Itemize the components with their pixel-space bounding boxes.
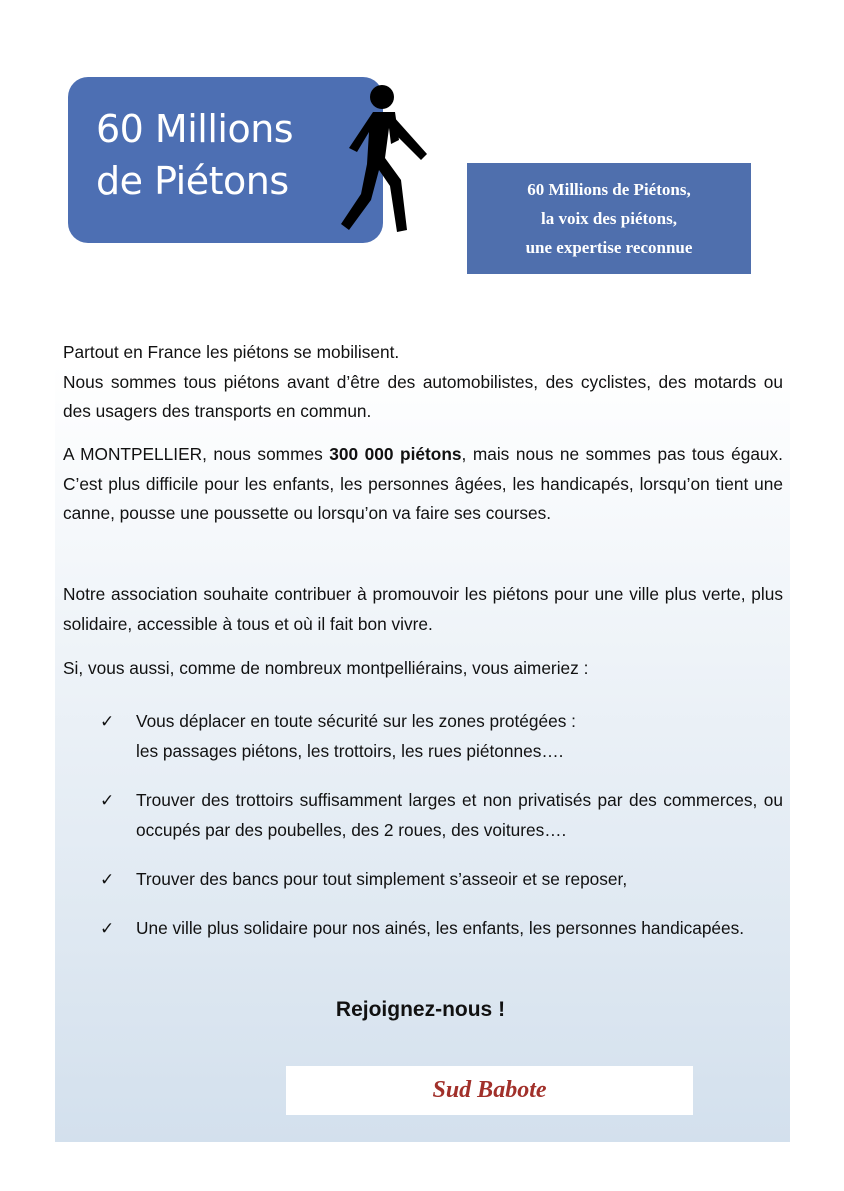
list-item-line-1: Vous déplacer en toute sécurité sur les zones protégées : [136, 711, 576, 731]
pedestrian-count: 300 000 piétons [329, 444, 462, 464]
checkmark-icon: ✓ [100, 919, 115, 938]
paragraph-montpellier [63, 440, 783, 529]
list-item [100, 865, 783, 895]
logo-line-2: de Piétons [96, 159, 289, 203]
tagline-line-2: la voix des piétons, [540, 209, 678, 228]
paragraph-montpellier-start: A MONTPELLIER, nous sommes [63, 444, 330, 464]
signature-box [286, 1066, 693, 1115]
paragraph-association-text: Notre association souhaite contribuer à promouvoir les piétons pour une ville plus verte, plus solidaire, accessible à tous et où il fait bon vivre. [63, 584, 783, 634]
paragraph-wishes-intro [63, 654, 783, 684]
list-item-text: Une ville plus solidaire pour nos ainés, les enfants, les personnes handicapées. [136, 918, 745, 938]
list-item-text: Trouver des trottoirs suffisamment larges et non privatisés par des commerces, ou occupés par des poubelles, des 2 roues, des voitures…. [136, 790, 783, 840]
tagline-line-1: 60 Millions de Piétons, [527, 180, 691, 199]
intro-paragraph [63, 338, 783, 427]
paragraph-montpellier-end: , mais nous ne sommes pas tous égaux. C’est plus difficile pour les enfants, les personnes âgées, les handicapés, lorsqu’on tient une canne, pousse une poussette ou lorsqu’on va faire ses courses. [63, 444, 783, 523]
paragraph-wishes-intro-text: Si, vous aussi, comme de nombreux montpelliérains, vous aimeriez : [63, 658, 589, 678]
tagline-box [467, 163, 751, 274]
checkmark-icon: ✓ [100, 712, 115, 731]
call-to-action-text: Rejoignez-nous ! [335, 998, 506, 1021]
signature-text: Sud Babote [432, 1077, 547, 1103]
list-item [100, 914, 783, 944]
intro-line-1: Partout en France les piétons se mobilisent. [63, 342, 400, 362]
logo-line-1: 60 Millions [96, 107, 294, 151]
list-item [100, 786, 783, 845]
paragraph-montpellier-text [63, 440, 783, 529]
checkmark-icon: ✓ [100, 791, 115, 810]
list-item-line-2: les passages piétons, les trottoirs, les rues piétonnes…. [136, 740, 564, 761]
paragraph-association [63, 580, 783, 639]
list-item [100, 707, 783, 766]
list-item-text: Trouver des bancs pour tout simplement s’asseoir et se reposer, [136, 869, 628, 889]
tagline-line-3: une expertise reconnue [525, 238, 693, 257]
walking-person-icon [335, 80, 440, 245]
checkmark-icon: ✓ [100, 870, 115, 889]
list-item-text [136, 707, 783, 766]
call-to-action [0, 998, 844, 1022]
intro-line-2: Nous sommes tous piétons avant d’être des automobilistes, des cyclistes, des motards ou des usagers des transports en commun. [63, 371, 783, 421]
